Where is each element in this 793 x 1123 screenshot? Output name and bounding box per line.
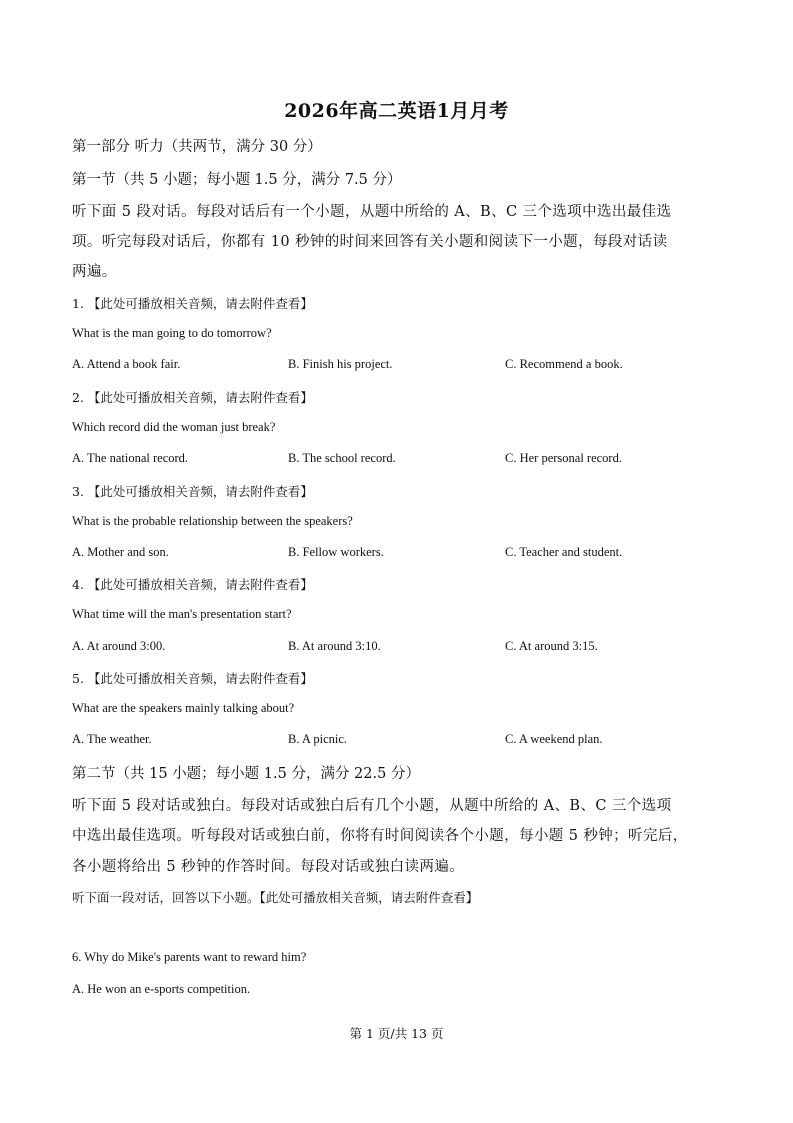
audio-placeholder-3[interactable]: 3. 【此处可播放相关音频，请去附件查看】 xyxy=(72,484,313,499)
section2-instruction-line: 听下面 5 段对话或独白。每段对话或独白后有几个小题，从题中所给的 A、B、C 三个选项 xyxy=(72,798,672,814)
section1-instruction-line: 听下面 5 段对话。每段对话后有一个小题，从题中所给的 A、B、C 三个选项中选出最佳选 xyxy=(72,204,672,220)
section2-heading: 第二节（共 15 小题；每小题 1.5 分，满分 22.5 分） xyxy=(72,766,420,782)
question-5-option-c: C. A weekend plan. xyxy=(505,732,603,746)
question-3-option-a: A. Mother and son. xyxy=(72,545,169,559)
audio-placeholder-4[interactable]: 4. 【此处可播放相关音频，请去附件查看】 xyxy=(72,577,313,592)
question-1-option-a: A. Attend a book fair. xyxy=(72,357,181,371)
question-6-text: 6. Why do Mike's parents want to reward him? xyxy=(72,950,307,964)
audio-placeholder-5[interactable]: 5. 【此处可播放相关音频，请去附件查看】 xyxy=(72,671,313,686)
section1-heading: 第一节（共 5 小题；每小题 1.5 分，满分 7.5 分） xyxy=(72,172,402,188)
question-6-option-a: A. He won an e-sports competition. xyxy=(72,982,251,996)
question-3-option-c: C. Teacher and student. xyxy=(505,545,623,559)
question-5-option-a: A. The weather. xyxy=(72,732,152,746)
question-2-option-c: C. Her personal record. xyxy=(505,451,622,465)
section1-instruction-line: 项。听完每段对话后，你都有 10 秒钟的时间来回答有关小题和阅读下一小题，每段对话读 xyxy=(72,234,668,250)
question-2-option-a: A. The national record. xyxy=(72,451,189,465)
audio-placeholder-2[interactable]: 2. 【此处可播放相关音频，请去附件查看】 xyxy=(72,390,313,405)
part1-heading: 第一部分 听力（共两节，满分 30 分） xyxy=(72,139,322,155)
section1-instruction-line: 两遍。 xyxy=(72,264,117,280)
question-1-option-c: C. Recommend a book. xyxy=(505,357,623,371)
question-4-text: What time will the man's presentation start? xyxy=(72,607,292,621)
page-title: 2026年高二英语1月月考 xyxy=(284,100,509,122)
question-1-option-b: B. Finish his project. xyxy=(288,357,393,371)
question-5-option-b: B. A picnic. xyxy=(288,732,348,746)
section2-instruction-line: 各小题将给出 5 秒钟的作答时间。每段对话或独白读两遍。 xyxy=(72,859,465,875)
question-2-text: Which record did the woman just break? xyxy=(72,420,276,434)
question-4-option-b: B. At around 3:10. xyxy=(288,639,381,653)
page-footer: 第 1 页/共 13 页 xyxy=(349,1026,444,1041)
question-5-text: What are the speakers mainly talking about? xyxy=(72,701,295,715)
question-3-text: What is the probable relationship between the speakers? xyxy=(72,514,353,528)
section2-audio-note[interactable]: 听下面一段对话，回答以下小题。【此处可播放相关音频，请去附件查看】 xyxy=(72,890,479,905)
question-1-text: What is the man going to do tomorrow? xyxy=(72,326,272,340)
section2-instruction-line: 中选出最佳选项。听每段对话或独白前，你将有时间阅读各个小题，每小题 5 秒钟；听完后， xyxy=(72,828,688,844)
question-3-option-b: B. Fellow workers. xyxy=(288,545,384,559)
question-2-option-b: B. The school record. xyxy=(288,451,396,465)
question-4-option-c: C. At around 3:15. xyxy=(505,639,598,653)
audio-placeholder-1[interactable]: 1. 【此处可播放相关音频，请去附件查看】 xyxy=(72,296,313,311)
question-4-option-a: A. At around 3:00. xyxy=(72,639,166,653)
